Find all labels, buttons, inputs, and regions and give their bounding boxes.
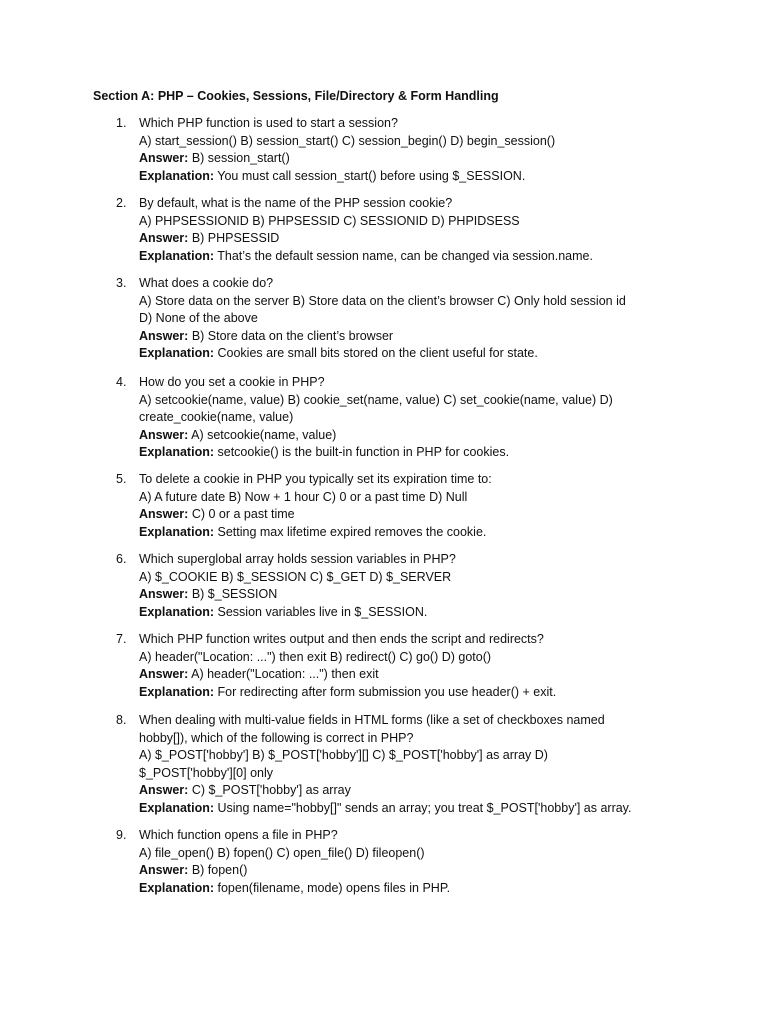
question-number: 9. [116, 828, 127, 842]
options-line: A) start_session() B) session_start() C) session_begin() D) begin_session() [139, 133, 556, 148]
question-text: Which function opens a file in PHP? [139, 828, 338, 842]
explanation-value: Session variables live in $_SESSION. [217, 604, 428, 619]
answer-line [139, 230, 679, 248]
explanation-label: Explanation: [139, 684, 215, 699]
options-line: A) $_POST['hobby'] B) $_POST['hobby'][] C) $_POST['hobby'] as array D) [139, 748, 548, 763]
options-line: D) None of the above [139, 311, 258, 326]
explanation-value: You must call session_start() before using $_SESSION. [217, 168, 526, 183]
answer-label: Answer: [139, 231, 189, 246]
question-body [139, 712, 679, 818]
answer-value: B) $_SESSION [191, 587, 278, 602]
explanation-label: Explanation: [139, 604, 215, 619]
explanation-value: setcookie() is the built-in function in PHP for cookies. [217, 445, 510, 460]
question-text: Which PHP function is used to start a session? [139, 116, 398, 130]
question-number: 5. [116, 472, 127, 486]
explanation-label: Explanation: [139, 445, 215, 460]
options-line: A) Store data on the server B) Store data on the client’s browser C) Only hold session id [139, 293, 626, 308]
answer-value: A) header("Location: ...") then exit [191, 667, 379, 682]
options-line: A) A future date B) Now + 1 hour C) 0 or a past time D) Null [139, 489, 468, 504]
explanation-value: That’s the default session name, can be changed via session.name. [217, 248, 593, 263]
answer-value: C) 0 or a past time [191, 507, 295, 522]
section-title: Section A: PHP – Cookies, Sessions, File/Directory & Form Handling [93, 89, 499, 103]
explanation-line [139, 345, 679, 363]
explanation-line [139, 880, 679, 898]
explanation-value: Setting max lifetime expired removes the cookie. [217, 524, 487, 539]
answer-line [139, 328, 679, 346]
explanation-label: Explanation: [139, 880, 215, 895]
question-body [139, 115, 679, 185]
answer-line [139, 586, 679, 604]
answer-value: B) session_start() [191, 151, 290, 166]
answer-label: Answer: [139, 863, 189, 878]
question-text: hobby[]), which of the following is correct in PHP? [139, 730, 414, 745]
question-body [139, 275, 679, 363]
explanation-label: Explanation: [139, 346, 215, 361]
answer-label: Answer: [139, 427, 189, 442]
answer-line [139, 666, 679, 684]
explanation-line [139, 684, 679, 702]
options-line: A) file_open() B) fopen() C) open_file() D) fileopen() [139, 845, 425, 860]
explanation-value: fopen(filename, mode) opens files in PHP. [217, 880, 451, 895]
explanation-line [139, 248, 679, 266]
answer-value: B) Store data on the client’s browser [191, 328, 394, 343]
explanation-value: For redirecting after form submission you use header() + exit. [217, 684, 557, 699]
answer-line [139, 427, 679, 445]
question-text: To delete a cookie in PHP you typically set its expiration time to: [139, 472, 492, 486]
explanation-label: Explanation: [139, 524, 215, 539]
question-number: 6. [116, 552, 127, 566]
options-line: A) $_COOKIE B) $_SESSION C) $_GET D) $_SERVER [139, 569, 452, 584]
answer-label: Answer: [139, 783, 189, 798]
explanation-line [139, 604, 679, 622]
question-text: When dealing with multi-value fields in HTML forms (like a set of checkboxes named [139, 713, 605, 727]
question-number: 3. [116, 276, 127, 290]
question-text: Which PHP function writes output and then ends the script and redirects? [139, 632, 544, 646]
answer-value: B) fopen() [191, 863, 248, 878]
options-line: create_cookie(name, value) [139, 410, 294, 425]
question-text: How do you set a cookie in PHP? [139, 375, 325, 389]
answer-label: Answer: [139, 151, 189, 166]
answer-label: Answer: [139, 587, 189, 602]
answer-label: Answer: [139, 507, 189, 522]
question-body [139, 374, 679, 462]
answer-value: B) PHPSESSID [191, 231, 280, 246]
answer-line [139, 506, 679, 524]
answer-value: C) $_POST['hobby'] as array [191, 783, 351, 798]
options-line: A) PHPSESSIONID B) PHPSESSID C) SESSIONID D) PHPIDSESS [139, 213, 520, 228]
question-number: 8. [116, 713, 127, 727]
explanation-value: Using name="hobby[]" sends an array; you treat $_POST['hobby'] as array. [217, 800, 632, 815]
explanation-line [139, 800, 679, 818]
answer-label: Answer: [139, 328, 189, 343]
options-line: A) header("Location: ...") then exit B) redirect() C) go() D) goto() [139, 649, 492, 664]
question-number: 4. [116, 375, 127, 389]
options-line: $_POST['hobby'][0] only [139, 765, 274, 780]
question-text: Which superglobal array holds session variables in PHP? [139, 552, 456, 566]
question-body [139, 827, 679, 897]
answer-line [139, 862, 679, 880]
explanation-label: Explanation: [139, 800, 215, 815]
question-body [139, 631, 679, 701]
question-body [139, 195, 679, 265]
question-body [139, 471, 679, 541]
explanation-label: Explanation: [139, 248, 215, 263]
question-number: 2. [116, 196, 127, 210]
question-number: 7. [116, 632, 127, 646]
question-body [139, 551, 679, 621]
explanation-line [139, 524, 679, 542]
question-text: By default, what is the name of the PHP session cookie? [139, 196, 453, 210]
explanation-line [139, 444, 679, 462]
question-number: 1. [116, 116, 127, 130]
explanation-line [139, 168, 679, 186]
answer-line [139, 782, 679, 800]
answer-line [139, 150, 679, 168]
answer-value: A) setcookie(name, value) [191, 427, 337, 442]
question-text: What does a cookie do? [139, 276, 274, 290]
explanation-value: Cookies are small bits stored on the client useful for state. [217, 346, 538, 361]
options-line: A) setcookie(name, value) B) cookie_set(name, value) C) set_cookie(name, value) D) [139, 392, 613, 407]
answer-label: Answer: [139, 667, 189, 682]
explanation-label: Explanation: [139, 168, 215, 183]
